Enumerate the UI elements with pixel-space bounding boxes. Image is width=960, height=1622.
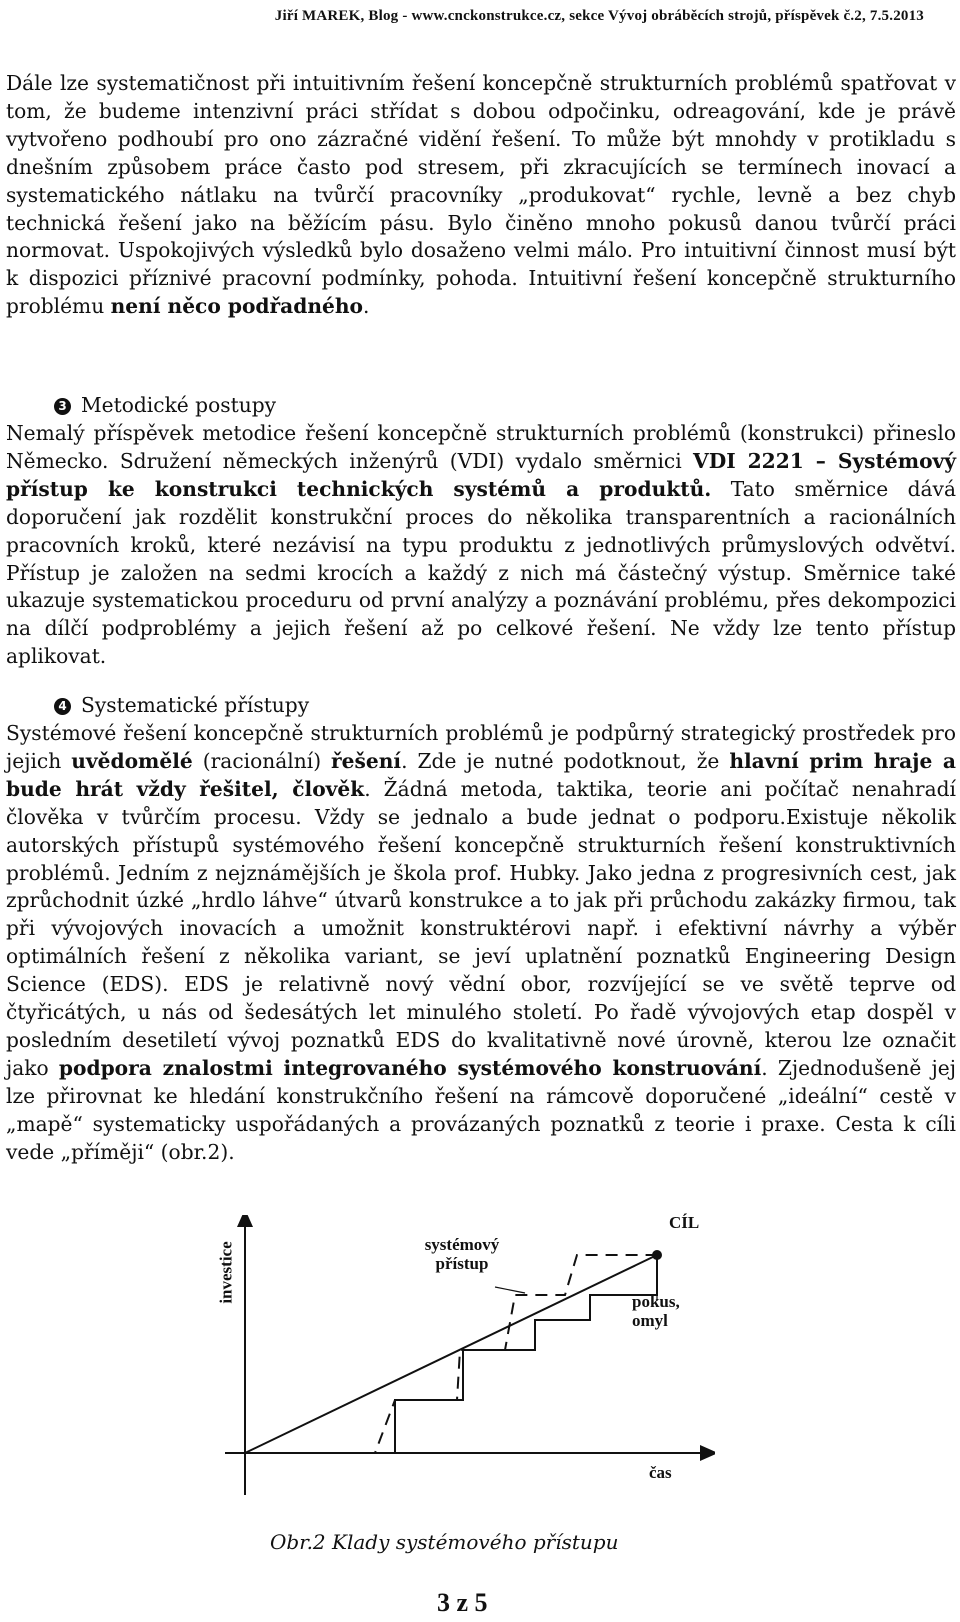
y-axis-label: investice bbox=[216, 1241, 236, 1304]
section-number-4-icon: 4 bbox=[54, 698, 71, 715]
p1-text-1: Dále lze systematičnost při intuitivním řešení koncepčně strukturních problémů spatřovat v tom, že budeme intenzivní práci střídat s dobou odpočinku, odreagování, kde je právě vytvořeno podhoubí pro ono zázračné vidění řešení. To může být mnohdy v protikladu s dnešním způsobem práce často pod stresem, při zkracujících se termínech inovací a systematického nátlaku na tvůrčí pracovníky „produkovat“ rychle, levně a bez chyb technická řešení jako na běžícím pásu. Bylo činěno mnoho pokusů danou tvůrčí práci normovat. Uspokojivých výsledků bylo dosaženo velmi málo. Pro intuitivní činnost musí být k dispozici příznivé pracovní podmínky, pohoda. Intuitivní řešení koncepčně strukturního problému bbox=[6, 71, 956, 319]
paragraph-vdi bbox=[6, 420, 956, 671]
p2-text-1: Nemalý příspěvek metodice řešení koncepčně strukturních problémů (konstrukci) přineslo Německo. Sdružení německých inženýrů (VDI) vydalo směrnici bbox=[6, 421, 956, 473]
p3-bold-1: uvědomělé bbox=[71, 748, 193, 773]
trial-error-label: pokus, omyl bbox=[632, 1292, 680, 1330]
section-title-4: Systematické přístupy bbox=[81, 693, 310, 717]
p3-bold-2: řešení bbox=[331, 748, 402, 773]
p3-text-5: . Zjednodušeně jej lze přirovnat ke hledání konstrukčního řešení na rámcově doporučené „ideální“ cestě v „mapě“ systematicky uspořádaných a provázaných poznatků z teorie i praxe. Cesta k cíli vede „příměji“ (obr.2). bbox=[6, 1055, 956, 1164]
system-approach-label: systémový přístup bbox=[424, 1235, 500, 1273]
paragraph-intuition bbox=[6, 70, 956, 321]
system-approach-line bbox=[245, 1255, 657, 1453]
figure-systematic-approach bbox=[195, 1215, 715, 1495]
section-heading-systematic bbox=[6, 692, 309, 720]
section-heading-methodical bbox=[6, 392, 276, 420]
section-title-3: Metodické postupy bbox=[81, 393, 277, 417]
p1-text-2: . bbox=[363, 294, 370, 319]
p3-bold-3: hlavní prim hraje a bude hrát vždy řešitel, člověk bbox=[6, 748, 957, 801]
page-header: Jiří MAREK, Blog - www.cnckonstrukce.cz, sekce Vývoj obráběcích strojů, příspěvek č.2, 7.5.2013 bbox=[274, 8, 924, 24]
p2-bold-1: VDI 2221 – Systémový přístup ke konstrukci technických systémů a produktů. bbox=[6, 448, 956, 501]
paragraph-systematic bbox=[6, 720, 956, 1167]
page-number: 3 z 5 bbox=[437, 1588, 488, 1617]
p3-text-1: Systémové řešení koncepčně strukturních problémů je podpůrný strategický prostředek pro jejich bbox=[6, 721, 956, 773]
p3-text-2: (racionální) bbox=[192, 748, 332, 773]
p3-text-3: . Zde je nutné podotknout, že bbox=[401, 748, 730, 773]
x-axis-label: čas bbox=[649, 1463, 672, 1482]
section-number-3-icon: 3 bbox=[54, 398, 71, 415]
p2-text-2: Tato směrnice dává doporučení jak rozdělit konstrukční proces do několika transparentních a racionálních pracovních kroků, které nezávisí na typu produktu z jednotlivých průmyslových odvětví. Přístup je založen na sedmi krocích a každý z nich má částečný výstup. Směrnice také ukazuje systematickou proceduru od první analýzy a poznávání problému, přes dekompozici na dílčí podproblémy a jejich řešení až po celkové řešení. Ne vždy lze tento přístup aplikovat. bbox=[6, 476, 956, 669]
goal-label: CÍL bbox=[669, 1213, 700, 1232]
p1-bold-1: není něco podřadného bbox=[110, 294, 364, 319]
figure-caption: Obr.2 Klady systémového přístupu bbox=[270, 1530, 619, 1554]
p3-text-4: . Žádná metoda, taktika, teorie ani počítač nenahradí člověka v tvůrčím procesu. Vždy se jednalo a bude jednat o podporu.Existuje několik autorských přístupů systémového řešení koncepčně strukturních řešení konstruktivních problémů. Jedním z nejznámějších je škola prof. Hubky. Jako jedna z progresivních cest, jak zprůchodnit úzké „hrdlo láhve“ útvarů konstrukce a to jak při průchodu zakázky firmou, tak při vývojových inovacích a umožnit konstruktérovi např. i efektivní návrhy a výběr optimálních řešení z několika variant, se jeví uplatnění poznatků Engineering Design Science (EDS). EDS je relativně nový vědní obor, rozvíjející se ve světě teprve od čtyřicátých, u nás od šedesátých let minulého století. Po řadě vývojových etap dospěl v posledním desetiletí vývoj poznatků EDS do kvalitativně nové úrovně, kterou lze označit jako bbox=[6, 776, 956, 1080]
label-pointer-system bbox=[495, 1287, 525, 1293]
p3-bold-4: podpora znalostmi integrovaného systémového konstruování bbox=[58, 1055, 762, 1080]
